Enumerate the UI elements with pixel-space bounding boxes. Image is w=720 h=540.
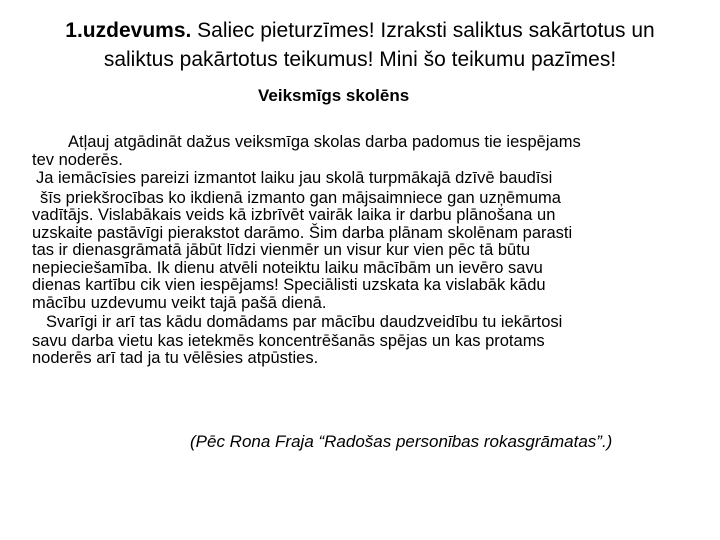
task-instruction (10, 16, 710, 74)
text-line: noderēs arī tad ja tu vēlēsies atpūsties. (32, 349, 319, 367)
text-line: tas ir dienasgrāmatā jābūt līdzi vienmēr un visur kur vien pēc tā būtu (32, 241, 530, 259)
source-citation: (Pēc Rona Fraja “Radošas personības rokasgrāmatas”.) (190, 432, 613, 451)
task-label: 1.uzdevums. (65, 19, 192, 42)
task-instruction-text-1: Saliec pieturzīmes! Izraksti saliktus sakārtotus un (191, 19, 655, 42)
text-line: Ja iemācīsies pareizi izmantot laiku jau skolā turpmākajā dzīvē baudīsi (36, 169, 553, 187)
text-line: uzskaite pastāvīgi pierakstot darāmo. Šim darba plānam skolēnam parasti (32, 223, 573, 242)
text-line: Svarīgi ir arī tas kādu domādams par mācību daudzveidību tu iekārtosi (46, 313, 563, 331)
reading-text (32, 134, 704, 368)
text-title: Veiksmīgs skolēns (258, 86, 410, 105)
text-line: šīs priekšrocības ko ikdienā izmanto gan mājsaimniece gan uzņēmuma (40, 188, 561, 207)
text-line: savu darba vietu kas ietekmēs koncentrēšanās spējas un kas protams (32, 331, 545, 350)
text-line: Atļauj atgādināt dažus veiksmīga skolas darba padomus tie iespējams (68, 133, 581, 151)
text-line: tev noderēs. (32, 150, 123, 169)
task-line-1 (10, 16, 710, 45)
task-line-2: saliktus pakārtotus teikumus! Mini šo teikumu pazīmes! (103, 48, 617, 71)
text-line: nepieciešamība. Ik dienu atvēli noteiktu laiku mācībām un ievēro savu (32, 258, 543, 277)
text-line: dienas kartību cik vien iespējams! Speciālisti uzskata ka vislabāk kādu (32, 276, 546, 294)
text-line: vadītājs. Vislabākais veids kā izbrīvēt vairāk laika ir darbu plānošana un (32, 206, 556, 224)
text-line: mācību uzdevumu veikt tajā pašā dienā. (32, 293, 327, 312)
